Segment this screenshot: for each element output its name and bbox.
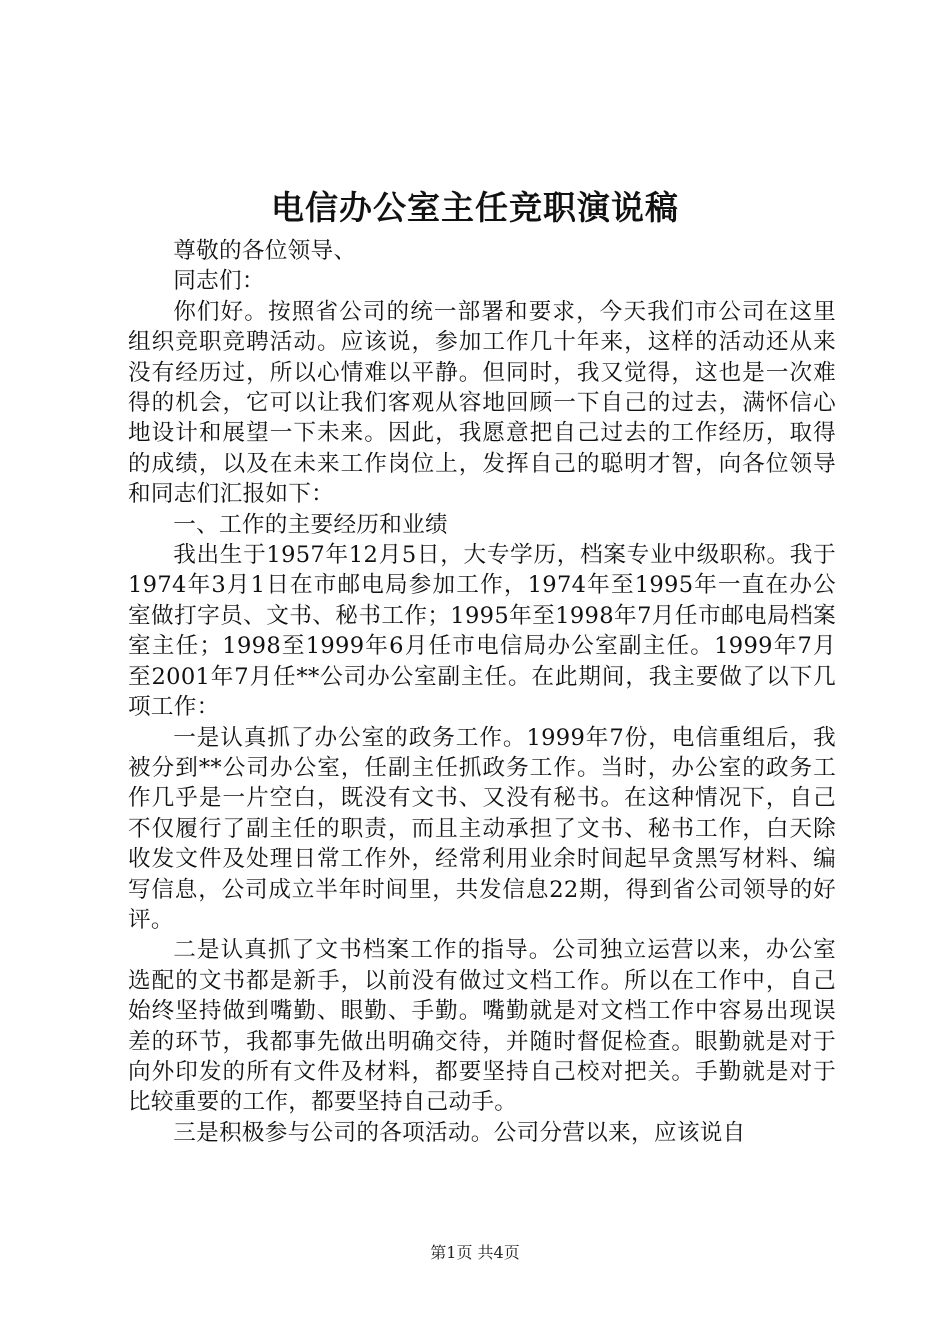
salutation-line-1: 尊敬的各位领导、 bbox=[173, 238, 357, 264]
document-body bbox=[128, 236, 836, 1148]
work-item-paragraph-1: 一是认真抓了办公室的政务工作。1999年7份，电信重组后，我被分到**公司办公室，任副主任抓政务工作。当时，办公室的政务工作几乎是一片空白，既没有文书、又没有秘书。在这种情况下，自己不仅履行了副主任的职责，而且主动承担了文书、秘书工作，白天除收发文件及处理日常工作外，经常利用业余时间起早贪黑写材料、编写信息，公司成立半年时间里，共发信息22期，得到省公司领导的好评。 bbox=[128, 724, 836, 933]
work-item-paragraph-2: 二是认真抓了文书档案工作的指导。公司独立运营以来，办公室选配的文书都是新手，以前没有做过文档工作。所以在工作中，自己始终坚持做到嘴勤、眼勤、手勤。嘴勤就是对文档工作中容易出现误差的环节，我都事先做出明确交待，并随时督促检查。眼勤就是对于向外印发的所有文件及材料，都要坚持自己校对把关。手勤就是对于比较重要的工作，都要坚持自己动手。 bbox=[128, 937, 836, 1116]
page-number-footer: 第1页 共4页 bbox=[430, 1243, 520, 1262]
section-heading: 一、工作的主要经历和业绩 bbox=[173, 511, 448, 538]
salutation-line-2: 同志们： bbox=[173, 268, 265, 295]
intro-paragraph: 你们好。按照省公司的统一部署和要求，今天我们市公司在这里组织竞职竞聘活动。应该说，参加工作几十年来，这样的活动还从来没有经历过，所以心情难以平静。但同时，我又觉得，这也是一次难得的机会，它可以让我们客观从容地回顾一下自己的过去，满怀信心地设计和展望一下未来。因此，我愿意把自己过去的工作经历，取得的成绩，以及在未来工作岗位上，发挥自己的聪明才智，向各位领导和同志们汇报如下： bbox=[128, 298, 836, 508]
career-paragraph: 我出生于1957年12月5日，大专学历，档案专业中级职称。我于1974年3月1日在市邮电局参加工作，1974年至1995年一直在办公室做打字员、文书、秘书工作；1995年至1998年7月任市邮电局档案室主任；1998至1999年6月任市电信局办公室副主任。1999年7月至2001年7月任**公司办公室副主任。在此期间，我主要做了以下几项工作： bbox=[128, 542, 836, 721]
work-item-paragraph-3: 三是积极参与公司的各项活动。公司分营以来，应该说自 bbox=[173, 1119, 746, 1146]
document-title: 电信办公室主任竞职演说稿 bbox=[271, 188, 679, 227]
